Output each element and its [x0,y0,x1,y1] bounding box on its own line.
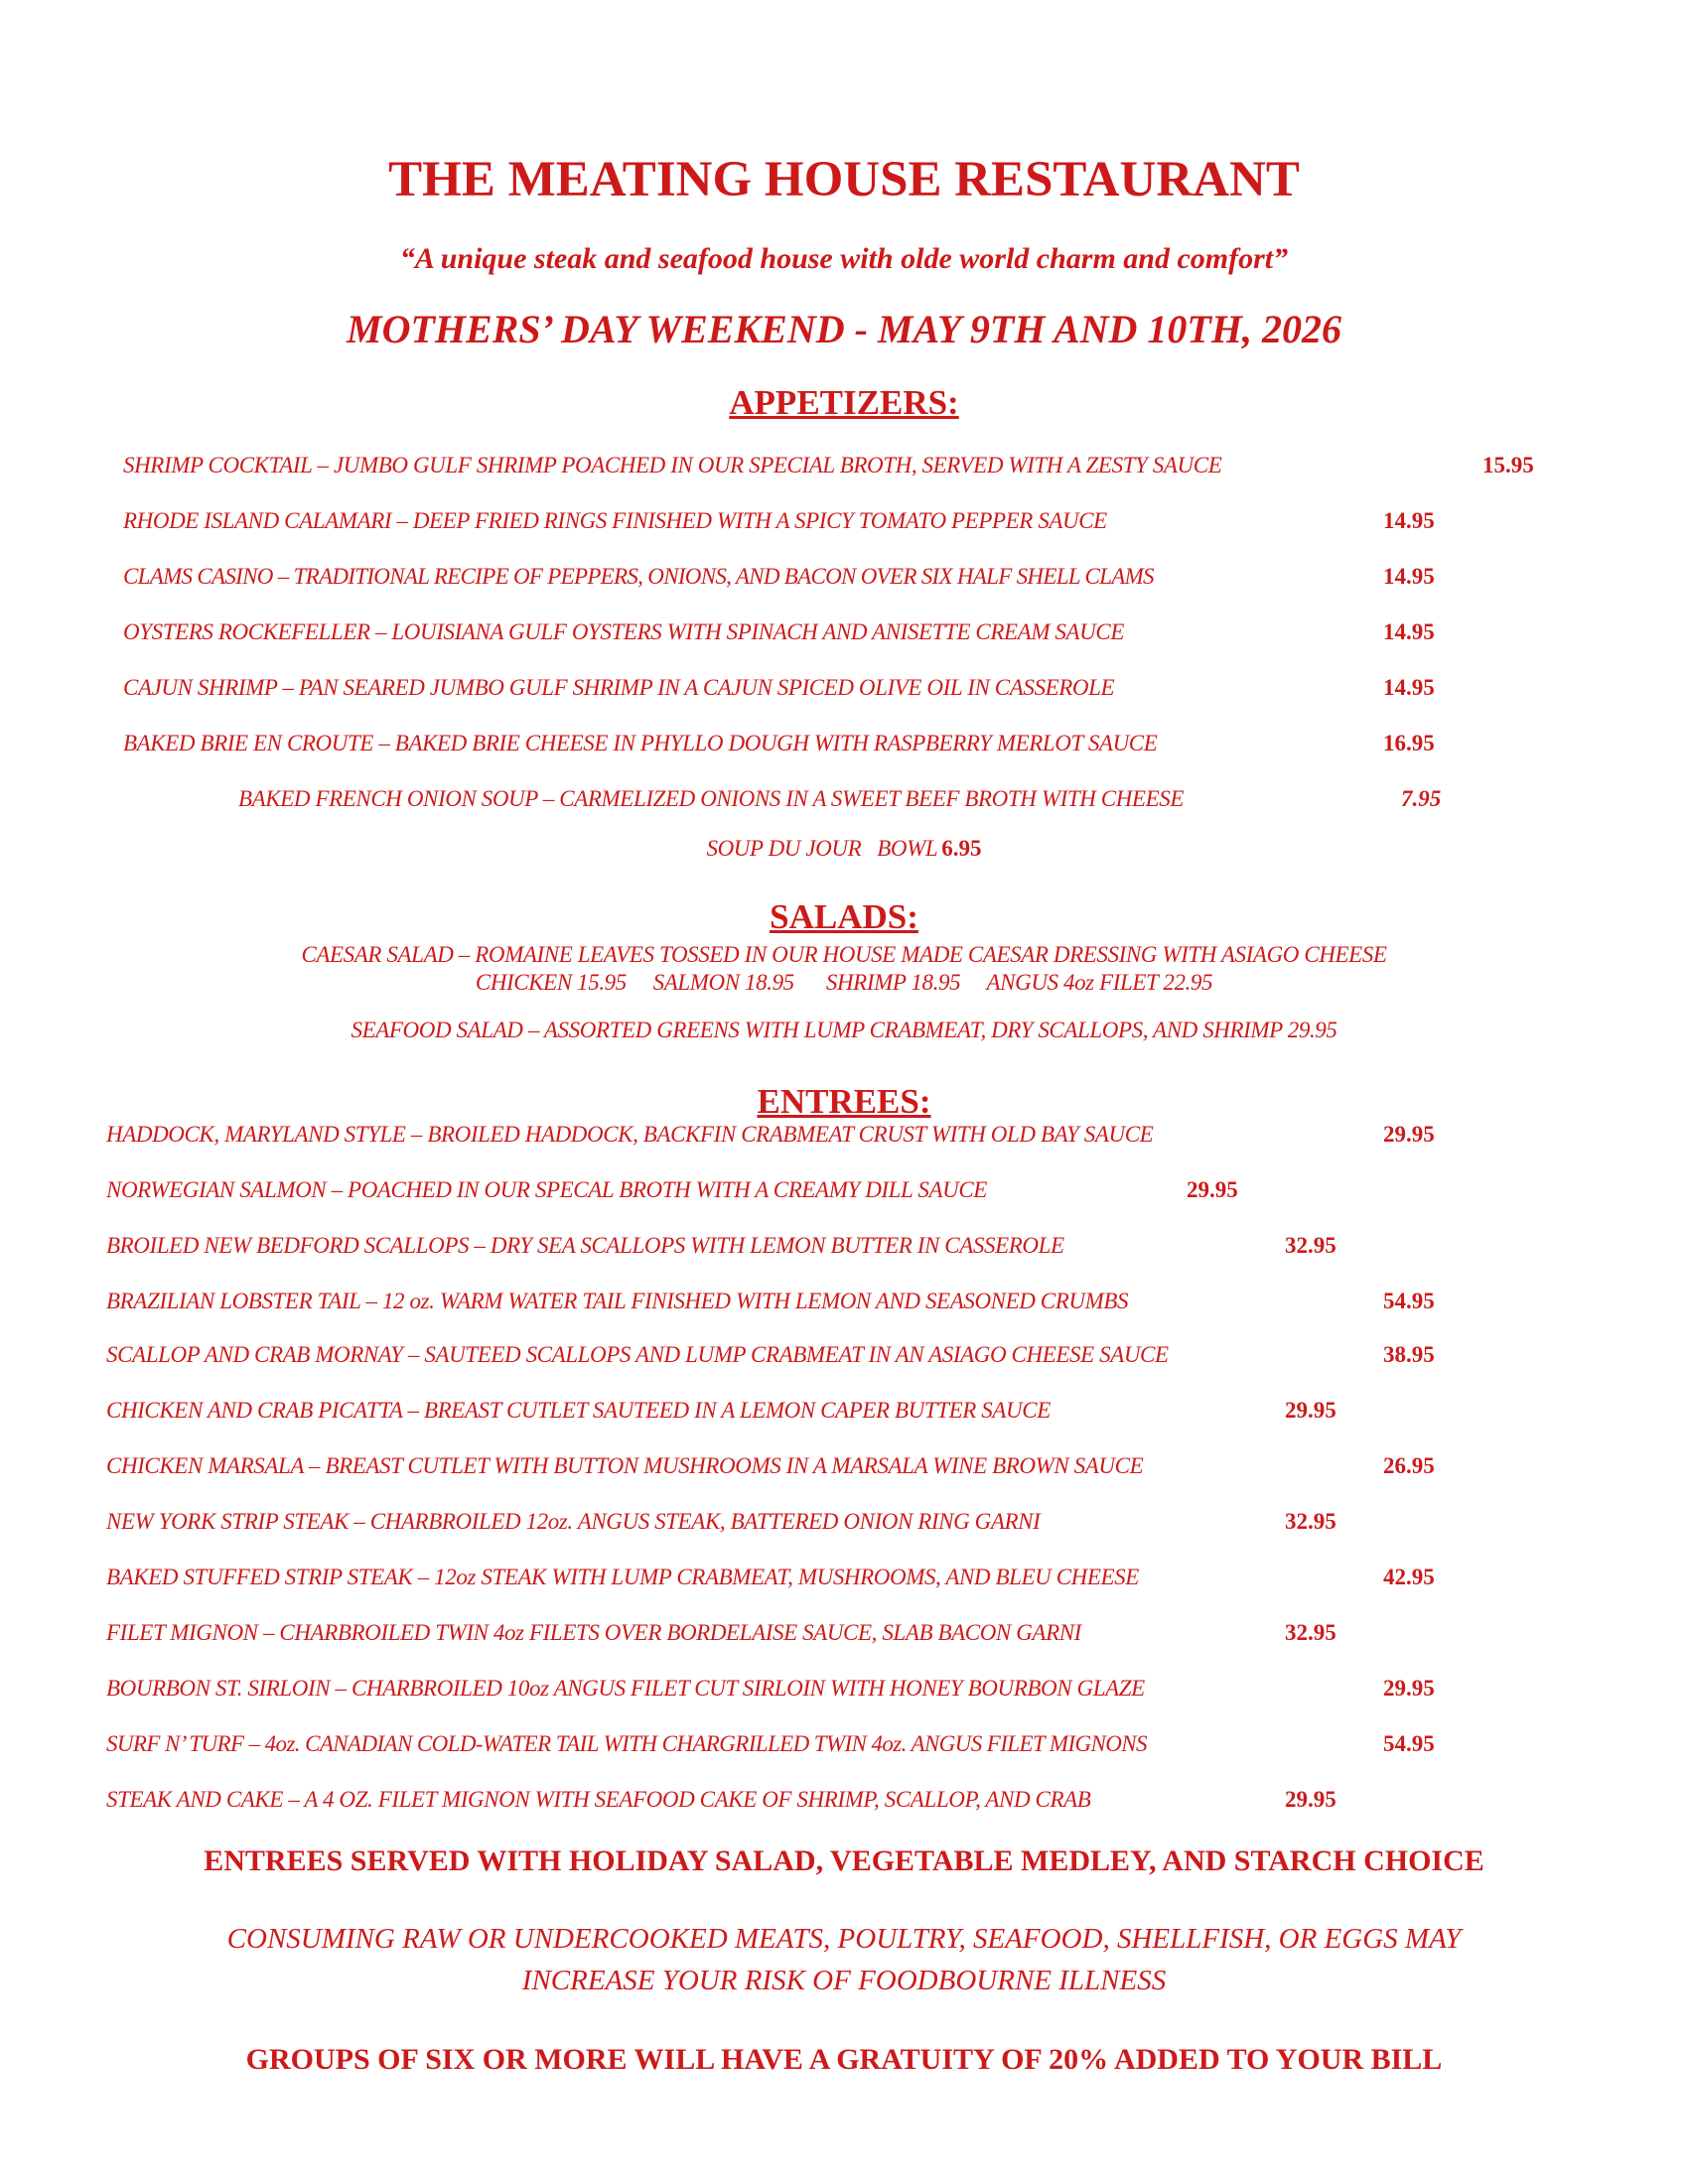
menu-item: OYSTERS ROCKEFELLER – LOUISIANA GULF OYSTERS WITH SPINACH AND ANISETTE CREAM SAUCE [123,619,1124,644]
food-safety-warning-line-1: CONSUMING RAW OR UNDERCOOKED MEATS, POULTRY, SEAFOOD, SHELLFISH, OR EGGS MAY [226,1923,1462,1955]
item-price: 32.95 [1285,1509,1336,1534]
menu-item: CHICKEN AND CRAB PICATTA – BREAST CUTLET SAUTEED IN A LEMON CAPER BUTTER SAUCE [106,1398,1051,1423]
menu-item: NEW YORK STRIP STEAK – CHARBROILED 12oz. ANGUS STEAK, BATTERED ONION RING GARNI [106,1509,1041,1534]
item-price: 16.95 [1383,731,1435,755]
item-price: 29.95 [1285,1787,1336,1812]
soup-price: 6.95 [941,836,982,861]
item-price: 54.95 [1383,1731,1435,1756]
restaurant-title: THE MEATING HOUSE RESTAURANT [388,152,1300,207]
item-price: 14.95 [1383,564,1435,589]
menu-item: BAKED FRENCH ONION SOUP – CARMELIZED ONIONS IN A SWEET BEEF BROTH WITH CHEESE [238,786,1184,811]
menu-item: SCALLOP AND CRAB MORNAY – SAUTEED SCALLOPS AND LUMP CRABMEAT IN AN ASIAGO CHEESE SAUCE [106,1342,1169,1367]
item-price: 42.95 [1383,1565,1435,1589]
menu-item: RHODE ISLAND CALAMARI – DEEP FRIED RINGS FINISHED WITH A SPICY TOMATO PEPPER SAUCE [123,508,1107,533]
item-price: 54.95 [1383,1289,1435,1313]
entrees-served-with: ENTREES SERVED WITH HOLIDAY SALAD, VEGETABLE MEDLEY, AND STARCH CHOICE [204,1844,1484,1877]
item-price: 29.95 [1383,1122,1435,1147]
item-price: 26.95 [1383,1453,1435,1478]
food-safety-warning-line-2: INCREASE YOUR RISK OF FOODBOURNE ILLNESS [521,1965,1167,1996]
gratuity-notice: GROUPS OF SIX OR MORE WILL HAVE A GRATUITY OF 20% ADDED TO YOUR BILL [245,2043,1443,2076]
caesar-options: CHICKEN 15.95 SALMON 18.95 SHRIMP 18.95 ANGUS 4oz FILET 22.95 [475,970,1213,995]
item-price: 14.95 [1383,619,1435,644]
menu-item: CHICKEN MARSALA – BREAST CUTLET WITH BUTTON MUSHROOMS IN A MARSALA WINE BROWN SAUCE [106,1453,1144,1478]
menu-item: BOURBON ST. SIRLOIN – CHARBROILED 10oz ANGUS FILET CUT SIRLOIN WITH HONEY BOURBON GLAZE [106,1676,1145,1701]
item-price: 29.95 [1285,1398,1336,1423]
menu-item: BAKED STUFFED STRIP STEAK – 12oz STEAK WITH LUMP CRABMEAT, MUSHROOMS, AND BLEU CHEESE [106,1565,1139,1589]
menu-item: SURF N’ TURF – 4oz. CANADIAN COLD-WATER TAIL WITH CHARGRILLED TWIN 4oz. ANGUS FILET MIGNONS [106,1731,1147,1756]
item-price: 7.95 [1401,786,1442,811]
entrees-heading: ENTREES: [757,1082,931,1121]
item-price: 38.95 [1383,1342,1435,1367]
item-price: 29.95 [1383,1676,1435,1701]
item-price: 14.95 [1383,675,1435,700]
menu-item: BRAZILIAN LOBSTER TAIL – 12 oz. WARM WATER TAIL FINISHED WITH LEMON AND SEASONED CRUMBS [106,1289,1129,1313]
menu-item: HADDOCK, MARYLAND STYLE – BROILED HADDOCK, BACKFIN CRABMEAT CRUST WITH OLD BAY SAUCE [106,1122,1154,1147]
menu-item: NORWEGIAN SALMON – POACHED IN OUR SPECAL BROTH WITH A CREAMY DILL SAUCE [106,1177,987,1202]
menu-item: SHRIMP COCKTAIL – JUMBO GULF SHRIMP POACHED IN OUR SPECIAL BROTH, SERVED WITH A ZESTY SAUCE [123,453,1222,478]
menu-item: BROILED NEW BEDFORD SCALLOPS – DRY SEA SCALLOPS WITH LEMON BUTTER IN CASSEROLE [106,1233,1064,1258]
item-price: 32.95 [1285,1233,1336,1258]
item-price: 14.95 [1383,508,1435,533]
menu-item: CLAMS CASINO – TRADITIONAL RECIPE OF PEPPERS, ONIONS, AND BACON OVER SIX HALF SHELL CLAMS [123,564,1154,589]
item-price: 32.95 [1285,1620,1336,1645]
menu-item: FILET MIGNON – CHARBROILED TWIN 4oz FILETS OVER BORDELAISE SAUCE, SLAB BACON GARNI [106,1620,1081,1645]
menu-item: BAKED BRIE EN CROUTE – BAKED BRIE CHEESE IN PHYLLO DOUGH WITH RASPBERRY MERLOT SAUCE [123,731,1158,755]
caesar-salad: CAESAR SALAD – ROMAINE LEAVES TOSSED IN OUR HOUSE MADE CAESAR DRESSING WITH ASIAGO CHEESE [301,942,1387,967]
seafood-salad: SEAFOOD SALAD – ASSORTED GREENS WITH LUMP CRABMEAT, DRY SCALLOPS, AND SHRIMP 29.95 [351,1018,1337,1042]
item-price: 15.95 [1482,453,1534,478]
menu-item: STEAK AND CAKE – A 4 OZ. FILET MIGNON WITH SEAFOOD CAKE OF SHRIMP, SCALLOP, AND CRAB [106,1787,1091,1812]
appetizers-heading: APPETIZERS: [729,383,959,422]
item-price: 29.95 [1187,1177,1238,1202]
event-banner: MOTHERS’ DAY WEEKEND - MAY 9TH AND 10TH, 2026 [347,307,1341,351]
salads-heading: SALADS: [770,897,918,936]
menu-item: CAJUN SHRIMP – PAN SEARED JUMBO GULF SHRIMP IN A CAJUN SPICED OLIVE OIL IN CASSEROLE [123,675,1115,700]
tagline: “A unique steak and seafood house with olde world charm and comfort” [399,242,1289,275]
soup-label: SOUP DU JOUR BOWL [706,836,938,861]
soup-du-jour [0,836,1688,862]
